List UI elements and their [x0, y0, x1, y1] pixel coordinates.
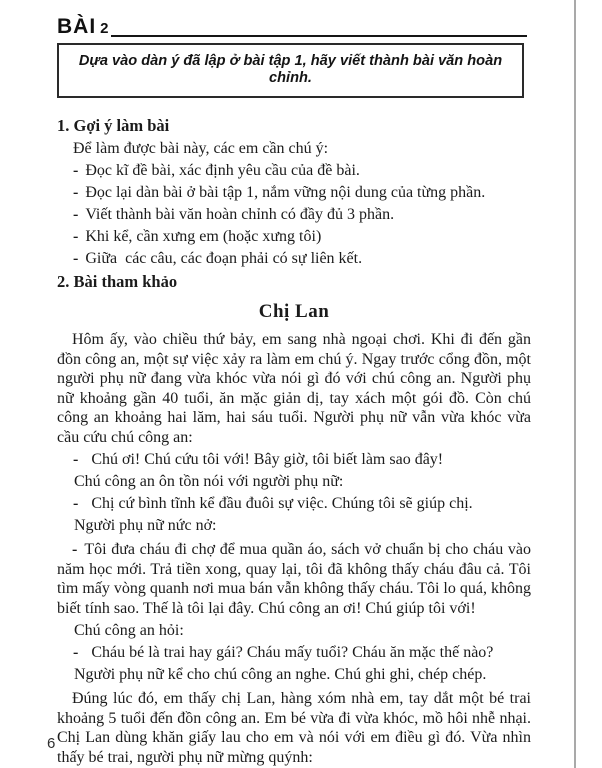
page-edge-scan-line: [574, 0, 576, 768]
lesson-header: [57, 14, 531, 37]
bullet-dash: -: [73, 206, 79, 223]
page-content: [57, 14, 531, 767]
guidance-item-text: Khi kể, cần xưng em (hoặc xưng tôi): [85, 228, 322, 245]
story-title: Chị Lan: [258, 301, 330, 322]
task-instruction-box: Dựa vào dàn ý đã lập ở bài tập 1, hãy viết thành bài văn hoàn chỉnh.: [57, 43, 524, 98]
narration-line: Người phụ nữ nức nở:: [74, 516, 217, 534]
guidance-item-text: Giữa các câu, các đoạn phải có sự liên kết.: [85, 250, 363, 267]
guidance-item-text: Đọc lại dàn bài ở bài tập 1, nắm vững nội dung của từng phần.: [85, 184, 486, 201]
dialogue-dash: -: [72, 541, 78, 558]
bullet-dash: -: [73, 228, 79, 245]
story-paragraph: [57, 330, 531, 447]
bullet-dash: -: [73, 162, 79, 179]
dialogue-paragraph: [57, 540, 531, 618]
dialogue-dash: -: [73, 494, 79, 512]
guidance-section: [57, 115, 531, 269]
dialogue-dash: -: [73, 643, 79, 661]
dialogue-text: Cháu bé là trai hay gái? Cháu mấy tuổi? Cháu ăn mặc thế nào?: [91, 643, 494, 661]
story-paragraph-text: Hôm ấy, vào chiều thứ bảy, em sang nhà ngoại chơi. Khi đi đến gần đồn công an, một sự việc xảy ra làm em chú ý. Ngay trước cổng đồn, một người phụ nữ đang vừa khóc vừa nói gì đó với chú công an. Người phụ nữ khoảng gần 40 tuổi, ăn mặc giản dị, tay xách một gói đồ. Còn chú công an khoảng hai lăm, hai sáu tuổi. Người phụ nữ vẫn vừa khóc vừa cầu cứu chú công an:: [57, 331, 531, 446]
dialogue-line: [57, 494, 531, 514]
header-rule-line: [111, 35, 527, 37]
guidance-intro: Để làm được bài này, các em cần chú ý:: [73, 140, 329, 157]
dialogue-line: [57, 450, 531, 470]
guidance-item: [57, 226, 531, 247]
dialogue-paragraph-text: Tôi đưa cháu đi chợ để mua quần áo, sách vở chuẩn bị cho cháu vào năm học mới. Trả tiền xong, quay lại, tôi đã không thấy cháu đâu cả. Tôi tìm mấy vòng quanh nơi mua bán vẫn không thấy cháu. Tôi lo quá, không biết tính sao. Thế là tôi lại đây. Chú công an ơi! Chú giúp tôi với!: [57, 541, 531, 617]
guidance-item-text: Đọc kĩ đề bài, xác định yêu cầu của đề bài.: [85, 162, 360, 179]
narration-line: Chú công an ôn tồn nói với người phụ nữ:: [74, 472, 344, 490]
guidance-item: [57, 204, 531, 225]
guidance-heading: 1. Gợi ý làm bài: [57, 116, 170, 135]
story-paragraph-text: Đúng lúc đó, em thấy chị Lan, hàng xóm nhà em, tay dắt một bé trai khoảng 5 tuổi đến đồn công an. Em bé vừa đi vừa khóc, mồ hôi nhễ nhại. Chị Lan dùng khăn giấy lau cho em và nói với em điều gì đó. Vừa nhìn thấy bé trai, người phụ nữ mừng quýnh:: [57, 690, 531, 766]
reference-heading: 2. Bài tham khảo: [57, 272, 178, 291]
guidance-item: [57, 160, 531, 181]
guidance-item-text: Viết thành bài văn hoàn chỉnh có đầy đủ 3 phần.: [85, 206, 395, 223]
story-body: [57, 330, 531, 767]
narration-line: Chú công an hỏi:: [74, 621, 184, 639]
bullet-dash: -: [73, 184, 79, 201]
dialogue-dash: -: [73, 450, 79, 468]
page-number: 6: [47, 735, 56, 752]
dialogue-text: Chú ơi! Chú cứu tôi với! Bây giờ, tôi biết làm sao đây!: [91, 450, 444, 468]
narration-line: Người phụ nữ kể cho chú công an nghe. Chú ghi ghi, chép chép.: [74, 665, 487, 683]
story-paragraph: [57, 689, 531, 767]
lesson-label: BÀI: [57, 15, 97, 38]
lesson-number: 2: [100, 20, 109, 37]
guidance-item: [57, 248, 531, 269]
guidance-item: [57, 182, 531, 203]
dialogue-text: Chị cứ bình tĩnh kể đầu đuôi sự việc. Chúng tôi sẽ giúp chị.: [91, 494, 473, 512]
bullet-dash: -: [73, 250, 79, 267]
dialogue-line: [57, 643, 531, 663]
